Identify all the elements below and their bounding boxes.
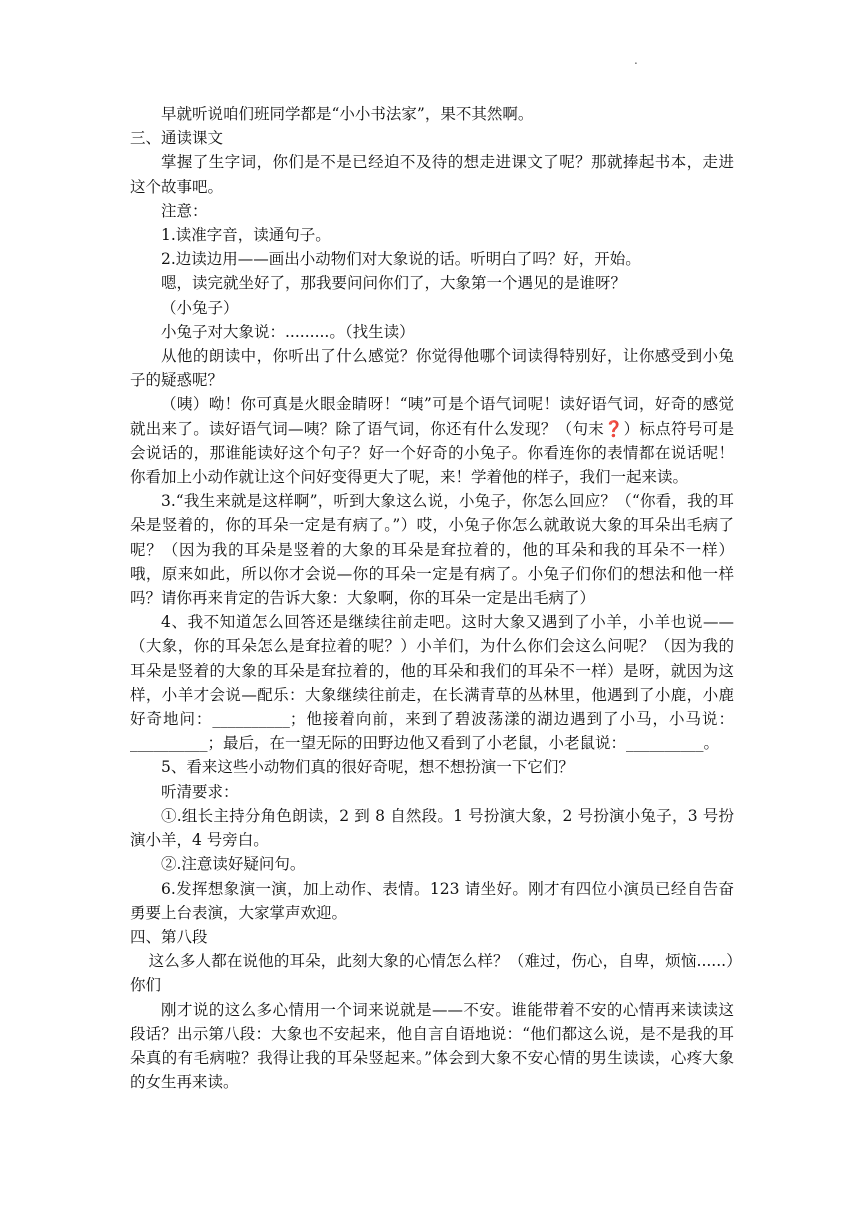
- paragraph: 注意：: [161, 201, 208, 220]
- paragraph: 刚才说的这么多心情用一个词来说就是——不安。谁能带着不安的心情再来读读这段话？出示第八段：大象也不安起来，他自言自语地说：“他们都这么说，是不是我的耳朵真的有毛病啦？我得让我的耳朵竖起来。”体会到大象不安心情的男生读读，心疼大象的女生再来读。: [130, 1000, 734, 1092]
- page-corner-mark: .: [634, 53, 638, 67]
- paragraph: 这么多人都在说他的耳朵，此刻大象的心情怎么样？（难过，伤心，自卑，烦恼......）你们: [130, 952, 734, 995]
- document-body: [130, 102, 734, 1094]
- paragraph: 早就听说咱们班同学都是“小小书法家”，果不其然啊。: [161, 105, 534, 123]
- paragraph: ②.注意读好疑问句。: [161, 855, 306, 874]
- paragraph: 2.边读边用——画出小动物们对大象说的话。听明白了吗？好，开始。: [161, 250, 641, 269]
- paragraph: 5、看来这些小动物们真的很好奇呢，想不想扮演一下它们？: [161, 758, 574, 777]
- paragraph: 3.“我生来就是这样啊”，听到大象这么说，小兔子，你怎么回应？（“你看，我的耳朵是竖着的，你的耳朵一定是有病了。”）哎，小兔子你怎么就敢说大象的耳朵出毛病了呢？（因为我的耳朵是竖着的大象的耳朵是耷拉着的，他的耳朵和我的耳朵不一样）哦，原来如此，所以你才会说—你的耳朵一定是有病了。小兔子们你们的想法和他一样吗？请你再来肯定的告诉大象：大象啊，你的耳朵一定是出毛病了）: [130, 492, 734, 608]
- paragraph: 嗯，读完就坐好了，那我要问问你们了，大象第一个遇见的是谁呀？: [161, 274, 627, 293]
- paragraph: 4、我不知道怎么回答还是继续往前走吧。这时大象又遇到了小羊，小羊也说——（大象，你的耳朵怎么是耷拉着的呢？）小羊们，为什么你们会这么问呢？（因为我的耳朵是竖着的大象的耳朵是耷拉着的，他的耳朵和我们的耳朵不一样）是呀，就因为这样，小羊才会说—配乐：大象继续往前走，在长满青草的丛林里，他遇到了小鹿，小鹿好奇地问：__________；他接着向前，来到了碧波荡漾的湖边遇到了小马，小马说：__________；最后，在一望无际的田野边他又看到了小老鼠，小老鼠说：__________。: [130, 613, 734, 753]
- paragraph: 掌握了生字词，你们是不是已经迫不及待的想走进课文了呢？那就捧起书本，走进这个故事吧。: [130, 153, 734, 196]
- paragraph: 听清要求：: [161, 782, 239, 801]
- paragraph: 6.发挥想象演一演，加上动作、表情。123 请坐好。刚才有四位小演员已经自告奋勇要上台表演，大家掌声欢迎。: [130, 879, 734, 922]
- paragraph: 1.读准字音，读通句子。: [161, 226, 331, 245]
- section-heading: 四、第八段: [130, 927, 208, 946]
- paragraph: ①.组长主持分角色朗读，2 到 8 自然段。1 号扮演大象，2 号扮演小兔子，3 号扮演小羊，4 号旁白。: [130, 806, 734, 850]
- paragraph: 小兔子对大象说：.........。（找生读）: [161, 322, 415, 341]
- section-heading: 三、通读课文: [130, 129, 224, 148]
- paragraph: （小兔子）: [161, 298, 239, 317]
- paragraph: 从他的朗读中，你听出了什么感觉？你觉得他哪个词读得特别好，让你感受到小兔子的疑惑呢？: [130, 347, 734, 390]
- paragraph: （咦）呦！你可真是火眼金睛呀！“咦”可是个语气词呢！读好语气词，好奇的感觉就出来了。读好语气词—咦？除了语气词，你还有什么发现？（句末❓）标点符号可是会说话的，那谁能读好这个句子？好一个好奇的小兔子。你看连你的表情都在说话呢！你看加上小动作就让这个问好变得更大了呢，来！学着他的样子，我们一起来读。: [130, 395, 734, 487]
